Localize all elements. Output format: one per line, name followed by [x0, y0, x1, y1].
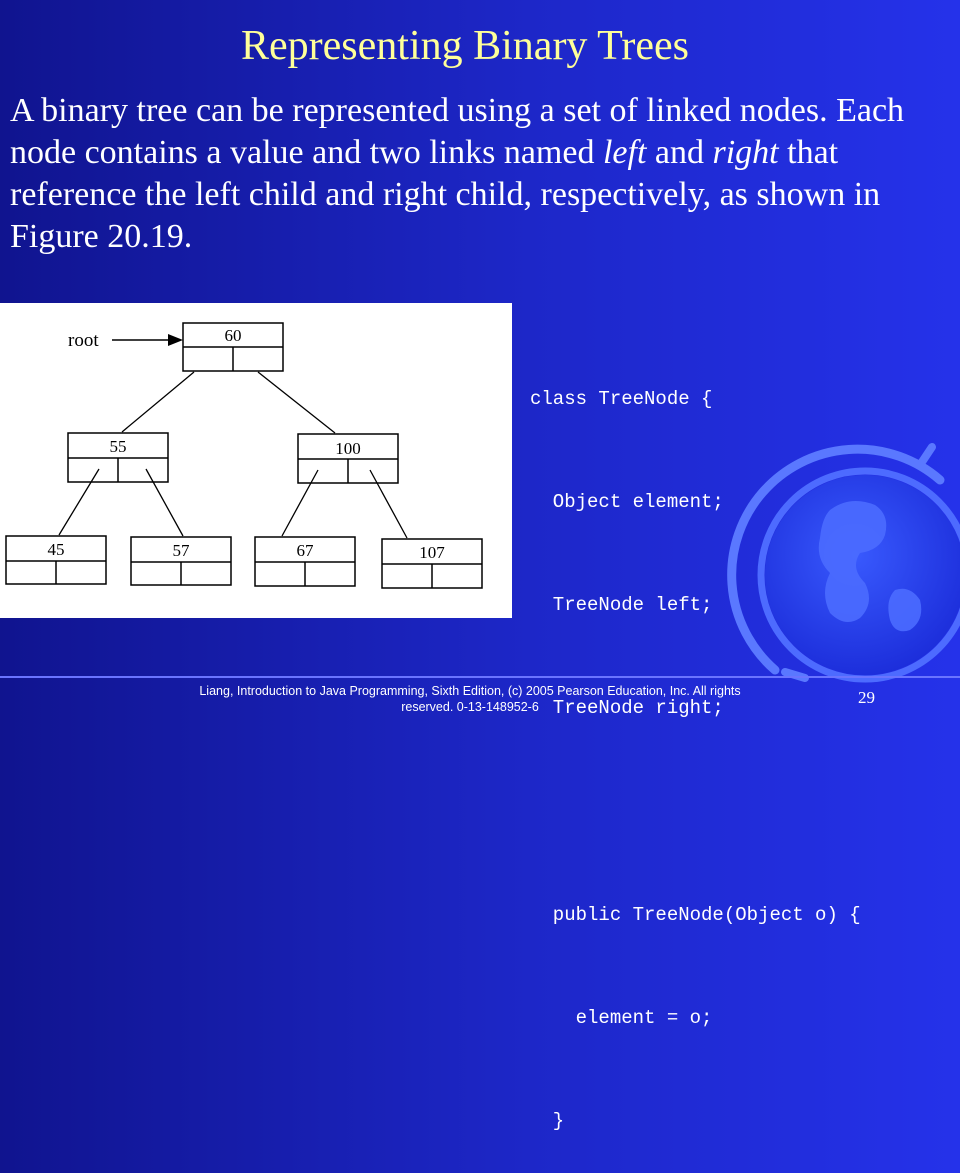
edge-55-57 [146, 469, 183, 536]
node-value-57: 57 [172, 541, 190, 560]
root-arrowhead [168, 334, 183, 346]
body-text-part1: A binary tree can be represented using a set of linked nodes. Each node contains a value and two links named [10, 92, 905, 171]
body-text-right-word: right [712, 134, 779, 171]
slide-title: Representing Binary Trees [241, 23, 689, 69]
binary-tree-diagram [0, 303, 512, 618]
body-text-left-word: left [602, 134, 647, 171]
node-value-55: 55 [109, 437, 127, 456]
edge-100-107 [370, 470, 407, 538]
code-line: element = o; [530, 1007, 713, 1030]
code-line: TreeNode right; [530, 697, 724, 720]
node-value-60: 60 [224, 326, 242, 345]
page-number: 29 [858, 688, 875, 707]
binary-tree-figure [0, 303, 512, 618]
code-line [530, 795, 861, 829]
code-listing [530, 313, 861, 1173]
edge-100-67 [282, 470, 318, 536]
edge-55-45 [59, 469, 99, 535]
code-line: public TreeNode(Object o) { [530, 903, 861, 926]
body-text-part2: and [646, 134, 713, 171]
code-line: class TreeNode { [530, 387, 713, 410]
footer-citation: Liang, Introduction to Java Programming, Sixth Edition, (c) 2005 Pearson Education, Inc. All rights reserved. 0-13-148952-6 [199, 684, 741, 714]
node-value-100: 100 [335, 439, 361, 458]
code-line: Object element; [530, 491, 724, 514]
footer-divider [0, 676, 960, 678]
node-value-107: 107 [419, 543, 445, 562]
node-value-45: 45 [47, 540, 65, 559]
edge-60-100 [258, 372, 335, 433]
body-text-part3: that reference the left child and right child, respectively, as shown in Figure 20.19. [10, 134, 881, 255]
body-paragraph [10, 90, 920, 258]
code-line: } [530, 1110, 565, 1133]
edge-60-55 [122, 372, 194, 432]
code-line: TreeNode left; [530, 594, 713, 617]
node-value-67: 67 [296, 541, 314, 560]
root-label: root [68, 330, 99, 351]
